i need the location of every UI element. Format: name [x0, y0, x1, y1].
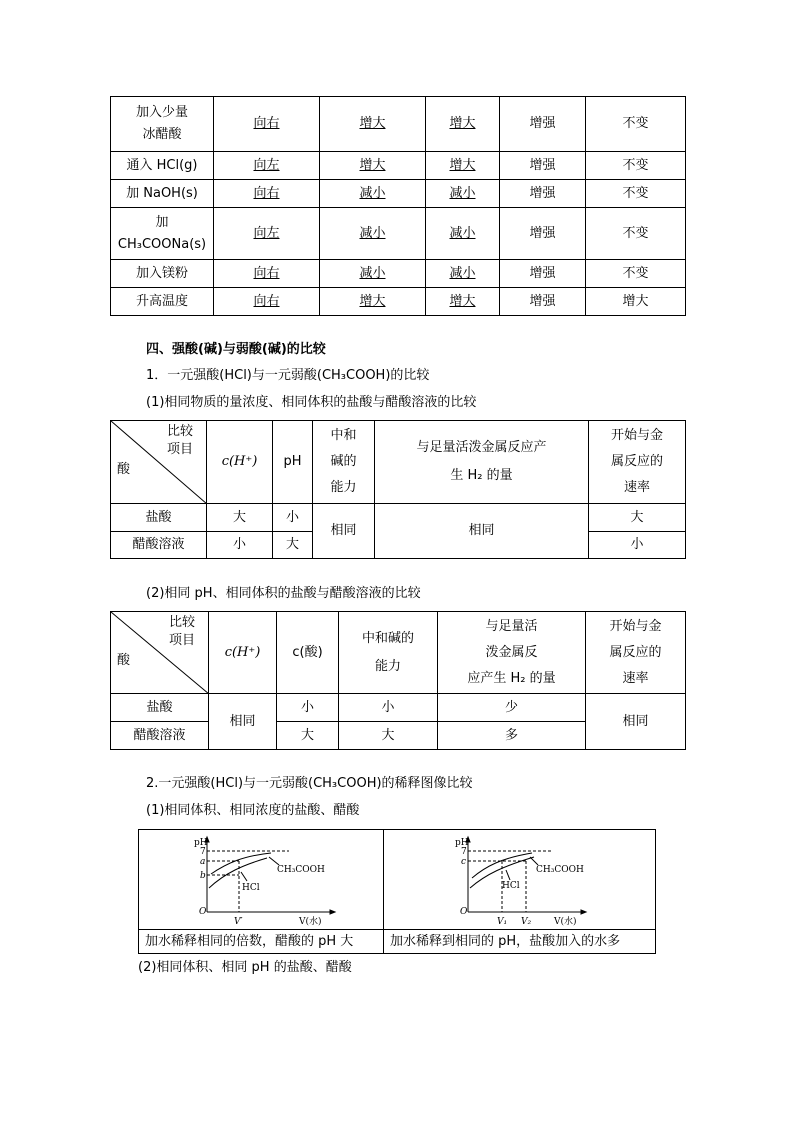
conductivity-cell: 增强	[500, 180, 586, 208]
header-neutral: 中和 碱的 能力	[313, 421, 375, 504]
acid-name: 醋酸溶液	[111, 532, 207, 559]
header-cacid: c(酸)	[277, 612, 339, 694]
y-label: pH	[455, 838, 469, 848]
header-neutral: 中和碱的 能力	[339, 612, 438, 694]
header-rate: 开始与金 属反应的 速率	[586, 612, 686, 694]
value-cell: 大	[207, 504, 273, 532]
value-cell: 减小	[426, 208, 500, 260]
ka-cell: 不变	[586, 260, 686, 288]
value-cell: 增大	[320, 97, 426, 152]
ka-cell: 不变	[586, 180, 686, 208]
header-item: 项目	[167, 442, 194, 457]
conductivity-cell: 增强	[500, 260, 586, 288]
dilution-chart-same-ph	[384, 830, 656, 929]
curve-label-hcl: HCl	[502, 881, 520, 891]
table-row	[111, 152, 686, 180]
origin-label: O	[199, 907, 207, 917]
acid-name: 醋酸溶液	[111, 722, 209, 750]
same-concentration-table	[110, 420, 686, 559]
shift-direction: 向左	[214, 208, 320, 260]
hcl-pointer	[241, 872, 247, 881]
value-cell: 小	[273, 504, 313, 532]
value-cell: 大	[273, 532, 313, 559]
section-heading: 四、强酸(碱)与弱酸(碱)的比较	[146, 342, 326, 357]
condition-cell: 通入 HCl(g)	[111, 152, 214, 180]
ch3cooh-pointer	[269, 857, 279, 865]
value-cell: 多	[438, 722, 586, 750]
y-tick-7: 7	[461, 847, 467, 857]
header-ch: c(H⁺)	[207, 421, 273, 504]
value-cell: 大	[589, 504, 686, 532]
right-graph-caption: 加水稀释到相同的 pH，盐酸加入的水多	[384, 929, 655, 954]
conductivity-cell: 增强	[500, 97, 586, 152]
header-acid: 酸	[117, 462, 131, 477]
right-graph	[384, 830, 628, 929]
x-label: V(水)	[554, 917, 577, 927]
diagonal-header	[111, 612, 209, 694]
table-header-row	[111, 421, 686, 504]
diagonal-header	[111, 421, 207, 504]
left-graph-caption: 加水稀释相同的倍数，醋酸的 pH 大	[139, 929, 383, 954]
table-row	[111, 694, 686, 722]
shift-direction: 向右	[214, 97, 320, 152]
value-cell: 小	[277, 694, 339, 722]
conductivity-cell: 增强	[500, 288, 586, 316]
condition-cell: 加 NaOH(s)	[111, 180, 214, 208]
y-tick-b: b	[200, 871, 206, 881]
equilibrium-shift-table	[110, 96, 686, 316]
value-cell: 相同	[375, 504, 589, 559]
shift-direction: 向右	[214, 260, 320, 288]
y-tick-c: c	[461, 857, 467, 867]
shift-direction: 向右	[214, 180, 320, 208]
value-cell: 相同	[313, 504, 375, 559]
acid-name: 盐酸	[111, 504, 207, 532]
value-cell: 减小	[320, 208, 426, 260]
hcl-pointer	[506, 870, 510, 880]
header-compare: 比较	[169, 615, 196, 630]
table-header-row	[111, 612, 686, 694]
subsection-title: (2)相同体积、相同 pH 的盐酸、醋酸	[138, 960, 352, 975]
y-tick-a: a	[200, 857, 206, 867]
y-tick-7: 7	[200, 847, 206, 857]
table-row	[111, 288, 686, 316]
ka-cell: 不变	[586, 208, 686, 260]
subsection-title: 2.一元强酸(HCl)与一元弱酸(CH₃COOH)的稀释图像比较	[146, 776, 473, 791]
condition-cell: 加入少量 冰醋酸	[111, 97, 214, 152]
table-row	[111, 260, 686, 288]
condition-cell: 升高温度	[111, 288, 214, 316]
ch3cooh-curve	[472, 853, 532, 878]
origin-label: O	[460, 907, 468, 917]
ka-cell: 不变	[586, 97, 686, 152]
ka-cell: 增大	[586, 288, 686, 316]
curve-label-hcl: HCl	[242, 883, 260, 893]
header-h2: 与足量活泼金属反应产 生 H₂ 的量	[375, 421, 589, 504]
value-cell: 增大	[320, 152, 426, 180]
subsection-title: 1．一元强酸(HCl)与一元弱酸(CH₃COOH)的比较	[146, 368, 430, 383]
value-cell: 相同	[586, 694, 686, 750]
ch3cooh-curve	[211, 853, 271, 874]
value-cell: 大	[339, 722, 438, 750]
conductivity-cell: 增强	[500, 152, 586, 180]
header-h2: 与足量活 泼金属反 应产生 H₂ 的量	[438, 612, 586, 694]
curve-label-ch3cooh: CH₃COOH	[536, 865, 584, 875]
x-tick-v2: V₂	[521, 917, 532, 927]
value-cell: 相同	[209, 694, 277, 750]
value-cell: 小	[339, 694, 438, 722]
x-tick-v1: V₁	[497, 917, 508, 927]
value-cell: 增大	[426, 97, 500, 152]
value-cell: 增大	[426, 288, 500, 316]
value-cell: 小	[589, 532, 686, 559]
x-axis-arrow	[330, 910, 335, 914]
curve-label-ch3cooh: CH₃COOH	[277, 865, 325, 875]
ka-cell: 不变	[586, 152, 686, 180]
header-rate: 开始与金 属反应的 速率	[589, 421, 686, 504]
subsection-title: (1)相同体积、相同浓度的盐酸、醋酸	[146, 803, 360, 818]
x-tick-v: V′	[234, 917, 243, 927]
condition-cell: 加 CH₃COONa(s)	[111, 208, 214, 260]
value-cell: 大	[277, 722, 339, 750]
acid-name: 盐酸	[111, 694, 209, 722]
value-cell: 增大	[320, 288, 426, 316]
value-cell: 增大	[426, 152, 500, 180]
value-cell: 减小	[426, 260, 500, 288]
value-cell: 少	[438, 694, 586, 722]
value-cell: 减小	[320, 180, 426, 208]
table-row	[111, 97, 686, 152]
header-compare: 比较	[167, 424, 194, 439]
condition-cell: 加入镁粉	[111, 260, 214, 288]
shift-direction: 向左	[214, 152, 320, 180]
y-label: pH	[194, 838, 208, 848]
x-axis-arrow	[581, 910, 586, 914]
table-row	[111, 180, 686, 208]
ch3cooh-pointer	[530, 857, 538, 865]
subsection-title: (1)相同物质的量浓度、相同体积的盐酸与醋酸溶液的比较	[146, 395, 477, 410]
table-row	[111, 504, 686, 532]
dilution-graphs	[138, 829, 656, 954]
header-ph: pH	[273, 421, 313, 504]
header-item: 项目	[169, 633, 196, 648]
shift-direction: 向右	[214, 288, 320, 316]
value-cell: 小	[207, 532, 273, 559]
value-cell: 减小	[426, 180, 500, 208]
same-ph-table	[110, 611, 686, 750]
x-label: V(水)	[299, 917, 322, 927]
subsection-title: (2)相同 pH、相同体积的盐酸与醋酸溶液的比较	[146, 586, 421, 601]
dilution-chart-same-concentration	[139, 830, 383, 929]
table-row	[111, 208, 686, 260]
left-graph	[139, 830, 383, 929]
value-cell: 减小	[320, 260, 426, 288]
conductivity-cell: 增强	[500, 208, 586, 260]
header-acid: 酸	[117, 653, 131, 668]
header-ch: c(H⁺)	[209, 612, 277, 694]
